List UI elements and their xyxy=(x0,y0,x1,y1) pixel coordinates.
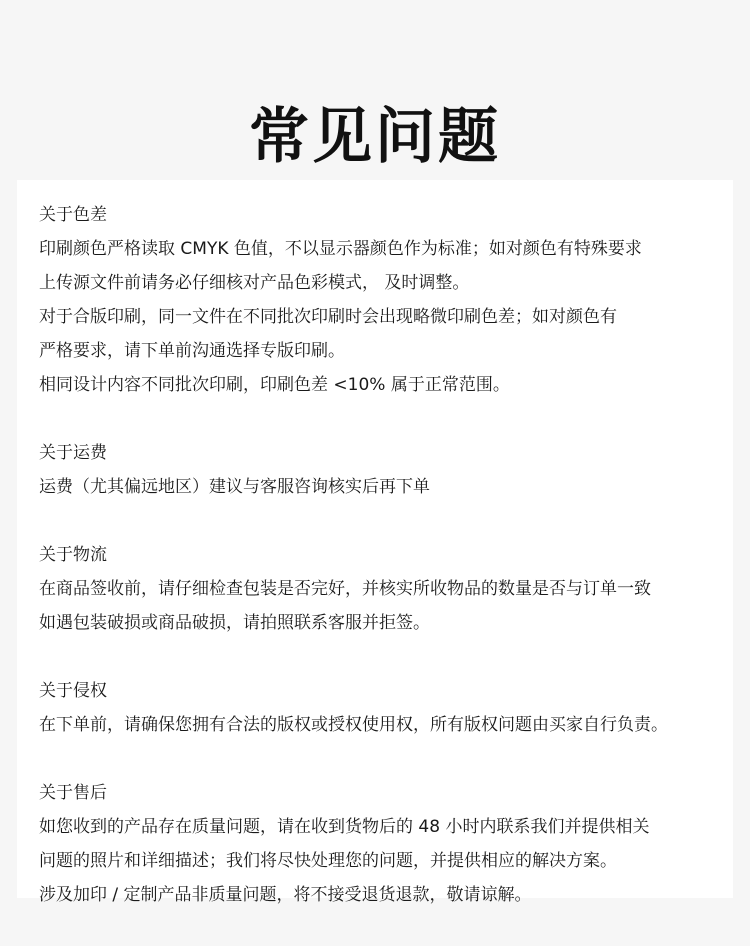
section-line: 如您收到的产品存在质量问题，请在收到货物后的 48 小时内联系我们并提供相关 xyxy=(39,817,650,837)
section-line: 对于合版印刷，同一文件在不同批次印刷时会出现略微印刷色差；如对颜色有 xyxy=(39,307,617,327)
section-line: 上传源文件前请务必仔细核对产品色彩模式， 及时调整。 xyxy=(39,273,470,293)
section-heading: 关于运费 xyxy=(39,443,107,463)
section-heading: 关于色差 xyxy=(39,205,107,225)
faq-section-shipping-fee xyxy=(39,436,729,504)
section-line: 印刷颜色严格读取 CMYK 色值，不以显示器颜色作为标准；如对颜色有特殊要求 xyxy=(39,239,642,259)
page-title: 常见问题 xyxy=(249,102,501,173)
section-line: 在商品签收前，请仔细检查包装是否完好，并核实所收物品的数量是否与订单一致 xyxy=(39,579,651,599)
section-line: 如遇包装破损或商品破损，请拍照联系客服并拒签。 xyxy=(39,613,430,633)
faq-section-logistics xyxy=(39,538,729,640)
section-line: 问题的照片和详细描述；我们将尽快处理您的问题，并提供相应的解决方案。 xyxy=(39,851,617,871)
section-heading: 关于售后 xyxy=(39,783,107,803)
section-line: 相同设计内容不同批次印刷，印刷色差 <10% 属于正常范围。 xyxy=(39,375,510,395)
section-line: 严格要求，请下单前沟通选择专版印刷。 xyxy=(39,341,345,361)
section-heading: 关于侵权 xyxy=(39,681,107,701)
section-line: 涉及加印 / 定制产品非质量问题，将不接受退货退款，敬请谅解。 xyxy=(39,885,532,905)
section-line: 在下单前，请确保您拥有合法的版权或授权使用权，所有版权问题由买家自行负责。 xyxy=(39,715,668,735)
faq-section-color-difference xyxy=(39,198,729,402)
section-heading: 关于物流 xyxy=(39,545,107,565)
faq-section-after-sales xyxy=(39,776,729,912)
section-line: 运费（尤其偏远地区）建议与客服咨询核实后再下单 xyxy=(39,477,430,497)
faq-section-infringement xyxy=(39,674,729,742)
faq-content xyxy=(39,198,729,946)
faq-card xyxy=(17,180,733,905)
